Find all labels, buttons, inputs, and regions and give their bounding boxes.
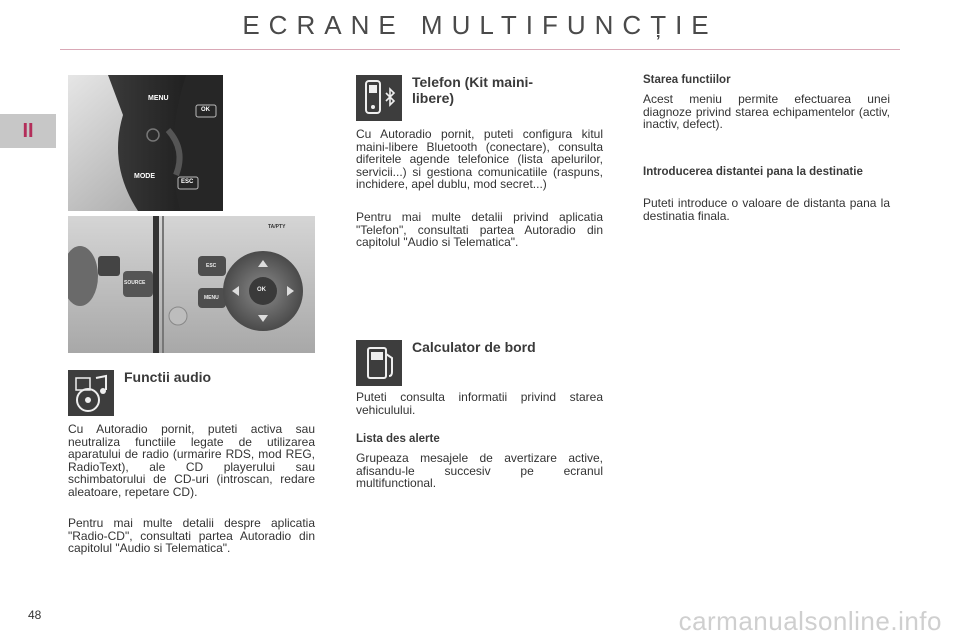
- title-divider: [60, 49, 900, 50]
- esc-button-label: ESC: [181, 179, 194, 185]
- music-cd-icon: [68, 370, 114, 416]
- source-button-label: SOURCE: [124, 280, 146, 286]
- chapter-tab[interactable]: II: [0, 114, 56, 148]
- mode-button-label: MODE: [134, 173, 155, 180]
- computer-heading: Calculator de bord: [412, 339, 536, 355]
- computer-paragraph: Puteti consulta informatii privind starea vehiculului.: [356, 390, 603, 417]
- audio-paragraph-2: Pentru mai multe detalii despre aplicatia "Radio-CD", consultati partea Autoradio din capitolul "Audio si Telematica".: [68, 516, 315, 555]
- audio-heading: Functii audio: [124, 369, 212, 385]
- distance-paragraph: Puteti introduce o valoare de distanta pana la destinatia finala.: [643, 196, 890, 223]
- ok-button-label: OK: [201, 107, 210, 113]
- alerts-heading: Lista des alerte: [356, 433, 440, 445]
- audio-paragraph-1: Cu Autoradio pornit, puteti activa sau neutraliza functiile legate de utilizarea aparatului de radio (urmarire RDS, mod REG, RadioText), ale CD playerului sau schimbatorului de CD-uri (introscan, redare aleatoare, repetare CD).: [68, 422, 315, 499]
- page-number: 48: [28, 608, 42, 622]
- status-paragraph: Acest meniu permite efectuarea unei diagnoze privind starea echipamentelor (activ, inactiv, defect).: [643, 92, 890, 131]
- watermark: carmanualsonline.info: [678, 606, 942, 636]
- phone-paragraph-1: Cu Autoradio pornit, puteti configura kitul maini-libere Bluetooth (conectare), consulta diferitele agende telefonice (lista apelurilor, servicii...) si gestiona comunicatiile (raspuns, inchidere, apel dublu, mod secret...): [356, 127, 603, 191]
- status-heading: Starea functiilor: [643, 74, 731, 86]
- console-esc-label: ESC: [206, 263, 217, 269]
- steering-controls-photo: [68, 75, 223, 211]
- console-ok-label: OK: [257, 287, 266, 293]
- fuel-pump-icon: [356, 340, 402, 386]
- console-controls-photo: [68, 216, 315, 353]
- phone-heading: Telefon (Kit maini-libere): [412, 74, 534, 106]
- distance-heading: Introducerea distantei pana la destinatie: [643, 166, 863, 178]
- console-menu-label: MENU: [204, 295, 219, 301]
- alerts-paragraph: Grupeaza mesajele de avertizare active, afisandu-le succesiv pe ecranul multifunctional.: [356, 451, 603, 490]
- phone-paragraph-2: Pentru mai multe detalii privind aplicatia "Telefon", consultati partea Autoradio din capitolul "Audio si Telematica".: [356, 210, 603, 249]
- mobile-phone-bluetooth-icon: [356, 75, 402, 121]
- ta-pty-label: TA/PTY: [268, 224, 286, 230]
- page-title: ECRANE MULTIFUNCȚIE: [242, 10, 718, 40]
- menu-button-label: MENU: [148, 95, 169, 102]
